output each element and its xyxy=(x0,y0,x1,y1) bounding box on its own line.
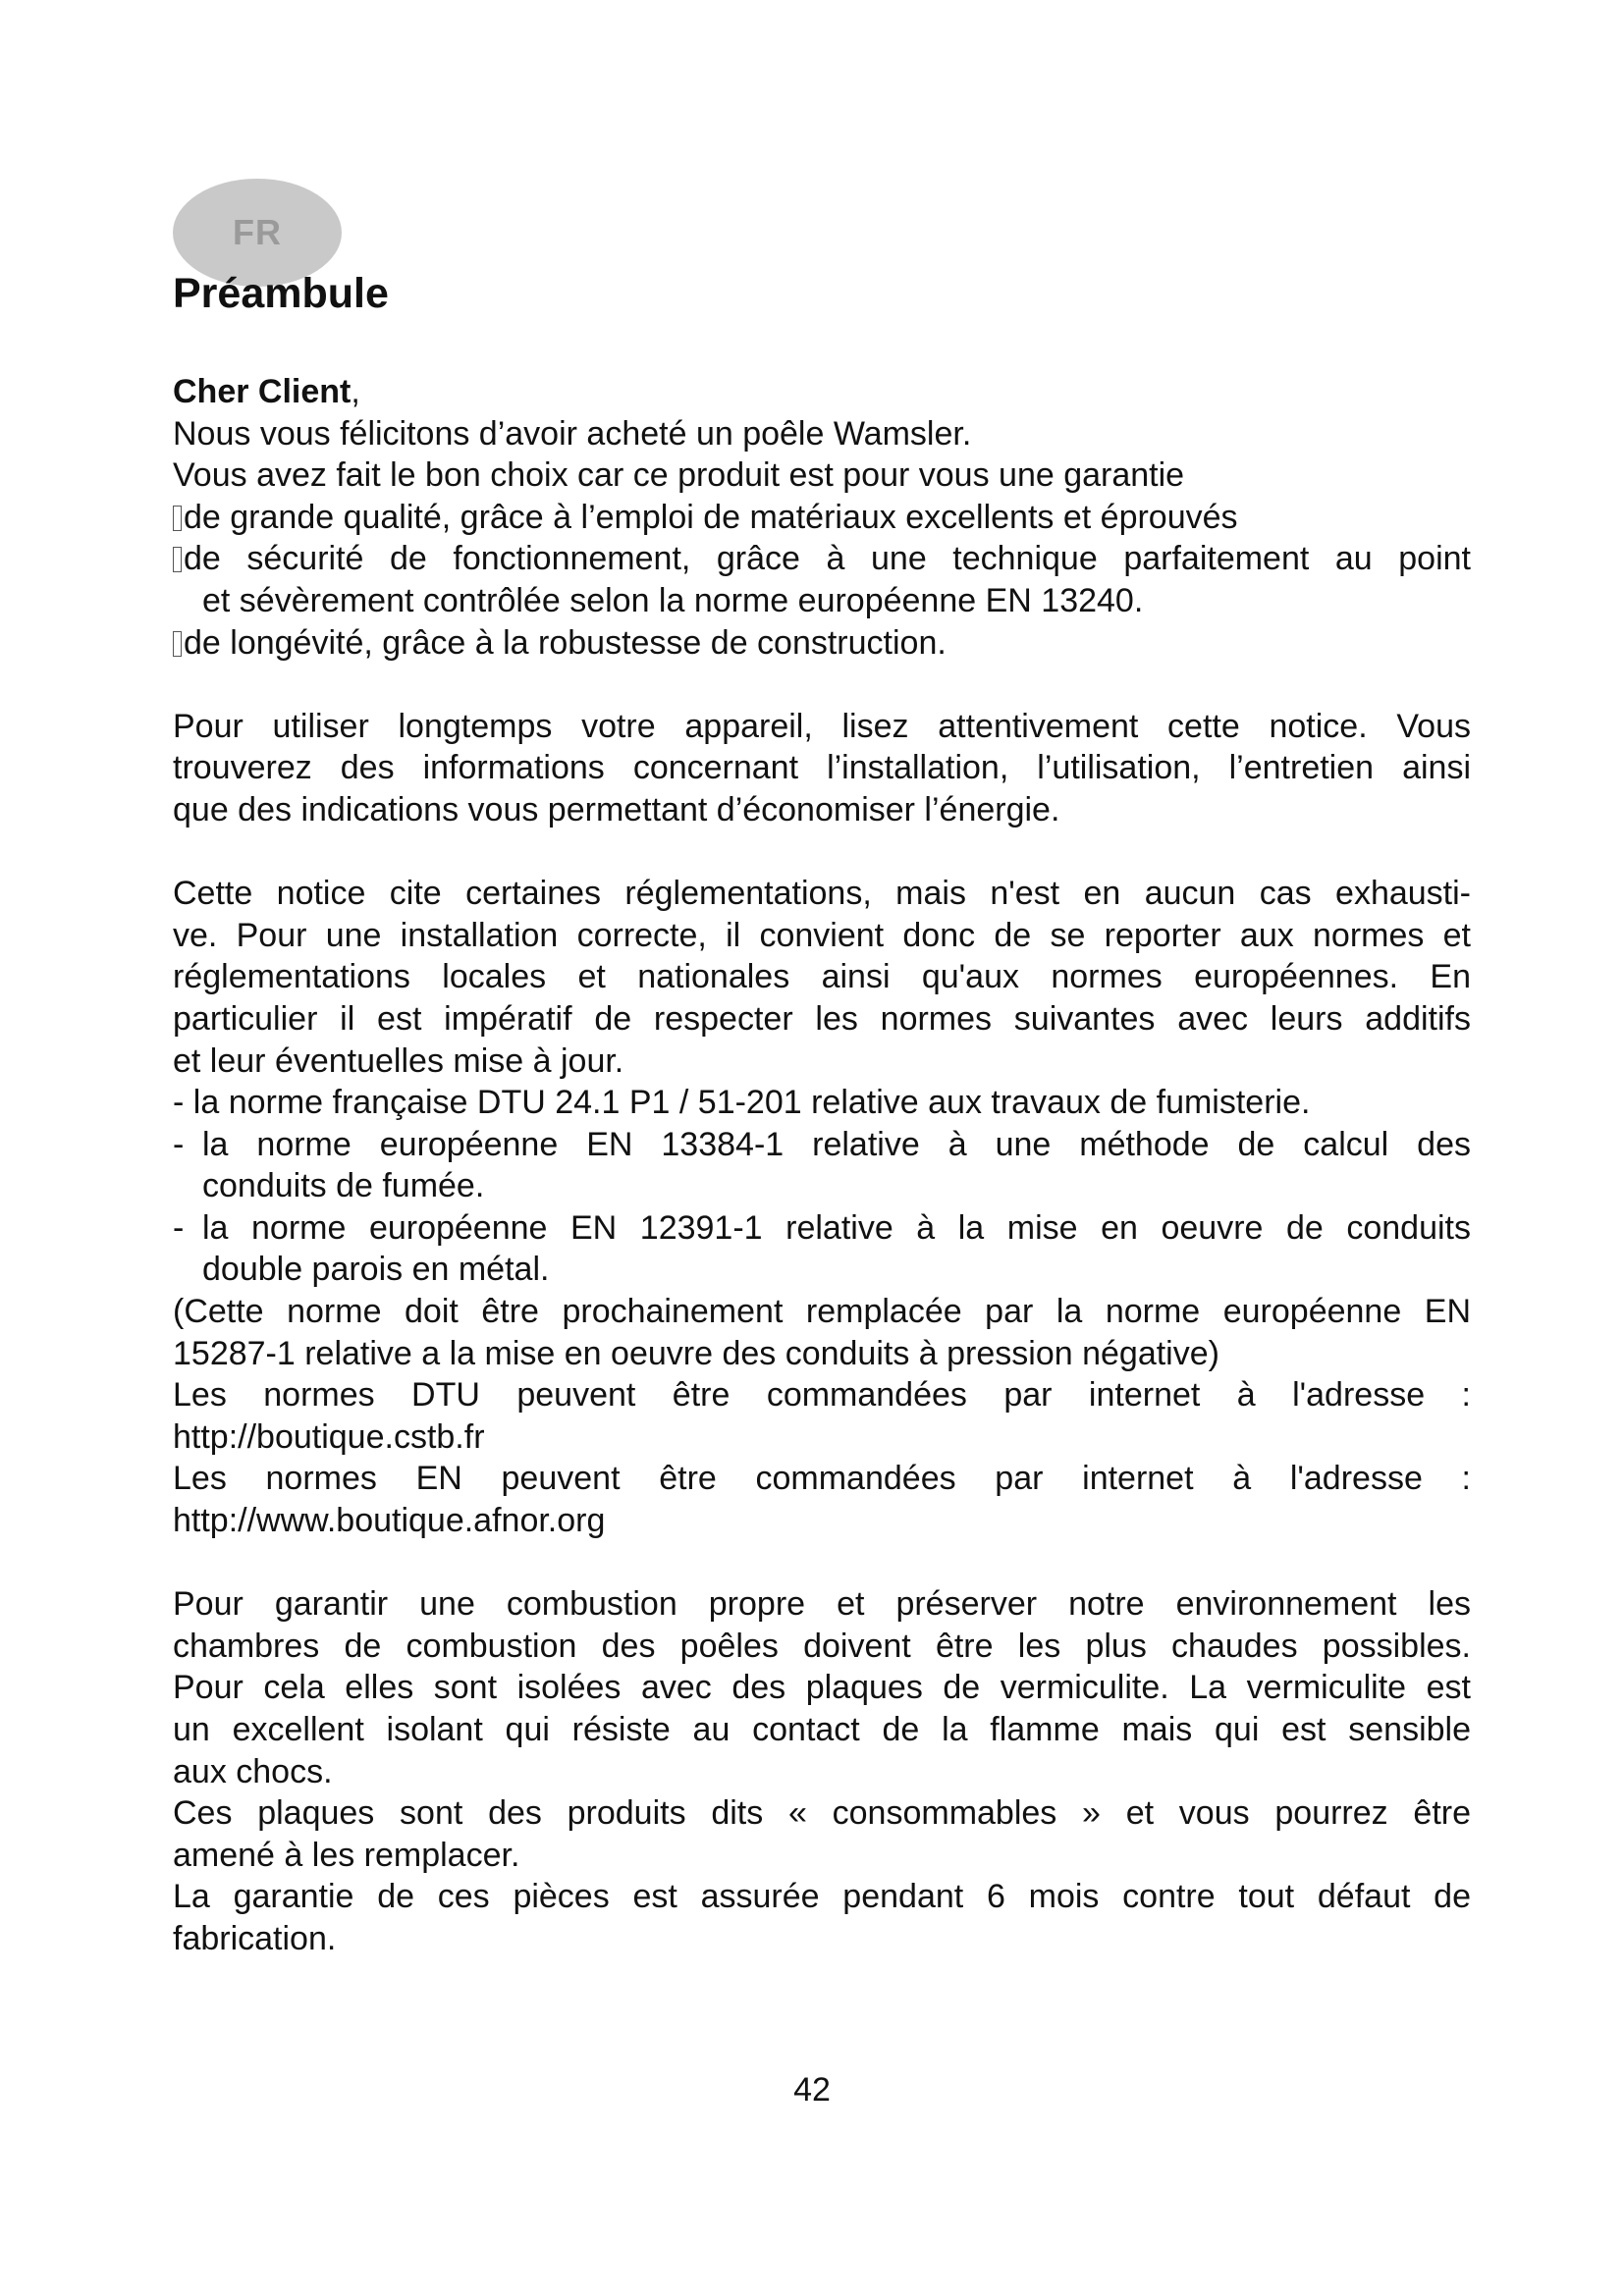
warranty-paragraph-line: La garantie de ces pièces est assurée pendant 6 mois contre tout défaut de xyxy=(173,1878,1471,1916)
norm-note-line: (Cette norme doit être prochainement remplacée par la norme européenne EN xyxy=(173,1293,1471,1331)
dtu-order-line: Les normes DTU peuvent être commandées par internet à l'adresse : xyxy=(173,1376,1471,1415)
page-number: 42 xyxy=(793,2071,831,2109)
greeting xyxy=(173,371,1471,413)
bullet-continuation: et sévèrement contrôlée selon la norme européenne EN 13240. xyxy=(202,581,1144,619)
norm-text: la norme française DTU 24.1 P1 / 51-201 relative aux travaux de fumisterie. xyxy=(192,1084,1311,1122)
intro-line: Nous vous félicitons d’avoir acheté un poêle Wamsler. xyxy=(173,414,972,453)
norms-paragraph-line: particulier il est impératif de respecter les normes suivantes avec leurs additifs xyxy=(173,999,1471,1038)
norms-paragraph-line: ve. Pour une installation correcte, il convient donc de se reporter aux normes et xyxy=(173,916,1471,954)
usage-paragraph-line: trouverez des informations concernant l’installation, l’utilisation, l’entretien ainsi xyxy=(173,749,1471,787)
usage-paragraph-line: que des indications vous permettant d’économiser l’énergie. xyxy=(173,790,1060,828)
intro-line: Vous avez fait le bon choix car ce produit est pour vous une garantie xyxy=(173,456,1185,495)
bullet-text: de sécurité de fonctionnement, grâce à une technique parfaitement au point xyxy=(184,540,1471,578)
norms-paragraph-line: réglementations locales et nationales ainsi qu'aux normes européennes. En xyxy=(173,958,1471,996)
norm-list-item: - la norme européenne EN 12391-1 relative à la mise en oeuvre de conduits xyxy=(173,1208,1471,1247)
en-order-line: Les normes EN peuvent être commandées par internet à l'adresse : xyxy=(173,1460,1471,1498)
bullet-mark-icon xyxy=(173,547,182,572)
plates-paragraph-line: amené à les remplacer. xyxy=(173,1836,520,1874)
plates-paragraph-line: Ces plaques sont des produits dits « consommables » et vous pourrez être xyxy=(173,1794,1471,1833)
dtu-url[interactable]: http://boutique.cstb.fr xyxy=(173,1417,485,1456)
norm-note-line: 15287-1 relative a la mise en oeuvre des conduits à pression négative) xyxy=(173,1334,1219,1372)
combustion-paragraph-line: un excellent isolant qui résiste au contact de la flamme mais qui est sensible xyxy=(173,1711,1471,1748)
norm-list-item: - la norme française DTU 24.1 P1 / 51-201 relative aux travaux de fumisterie. xyxy=(173,1084,1311,1122)
norm-list-continuation: conduits de fumée. xyxy=(202,1167,485,1205)
bullet-item xyxy=(173,538,1471,580)
norms-paragraph-line: Cette notice cite certaines réglementations, mais n'est en aucun cas exhausti- xyxy=(173,875,1471,913)
combustion-paragraph-line: chambres de combustion des poêles doivent être les plus chaudes possibles. xyxy=(173,1627,1471,1665)
document-body xyxy=(173,371,1471,1960)
norm-text: la norme européenne EN 13384-1 relative à une méthode de calcul des xyxy=(202,1125,1471,1163)
bullet-mark-icon xyxy=(173,506,182,531)
combustion-paragraph-line: aux chocs. xyxy=(173,1752,333,1790)
warranty-paragraph-line: fabrication. xyxy=(173,1919,337,1957)
norm-list-continuation: double parois en métal. xyxy=(202,1251,550,1289)
language-badge-label: FR xyxy=(233,212,282,252)
bullet-item xyxy=(173,622,1471,665)
bullet-text: de grande qualité, grâce à l’emploi de matériaux excellents et éprouvés xyxy=(184,498,1238,536)
usage-paragraph-line: Pour utiliser longtemps votre appareil, lisez attentivement cette notice. Vous xyxy=(173,707,1471,745)
norm-text: la norme européenne EN 12391-1 relative à la mise en oeuvre de conduits xyxy=(202,1208,1471,1247)
norm-list-item: - la norme européenne EN 13384-1 relative à une méthode de calcul des xyxy=(173,1125,1471,1163)
greeting-comma: , xyxy=(351,373,360,410)
en-url[interactable]: http://www.boutique.afnor.org xyxy=(173,1502,606,1540)
greeting-name: Cher Client xyxy=(173,373,352,410)
norms-paragraph-line: et leur éventuelles mise à jour. xyxy=(173,1041,624,1080)
combustion-paragraph-line: Pour garantir une combustion propre et préserver notre environnement les xyxy=(173,1585,1471,1624)
bullet-mark-icon xyxy=(173,631,182,657)
combustion-paragraph-line: Pour cela elles sont isolées avec des plaques de vermiculite. La vermiculite est xyxy=(173,1669,1471,1707)
bullet-item xyxy=(173,497,1471,539)
page-title: Préambule xyxy=(173,270,389,317)
bullet-text: de longévité, grâce à la robustesse de construction. xyxy=(184,623,947,662)
